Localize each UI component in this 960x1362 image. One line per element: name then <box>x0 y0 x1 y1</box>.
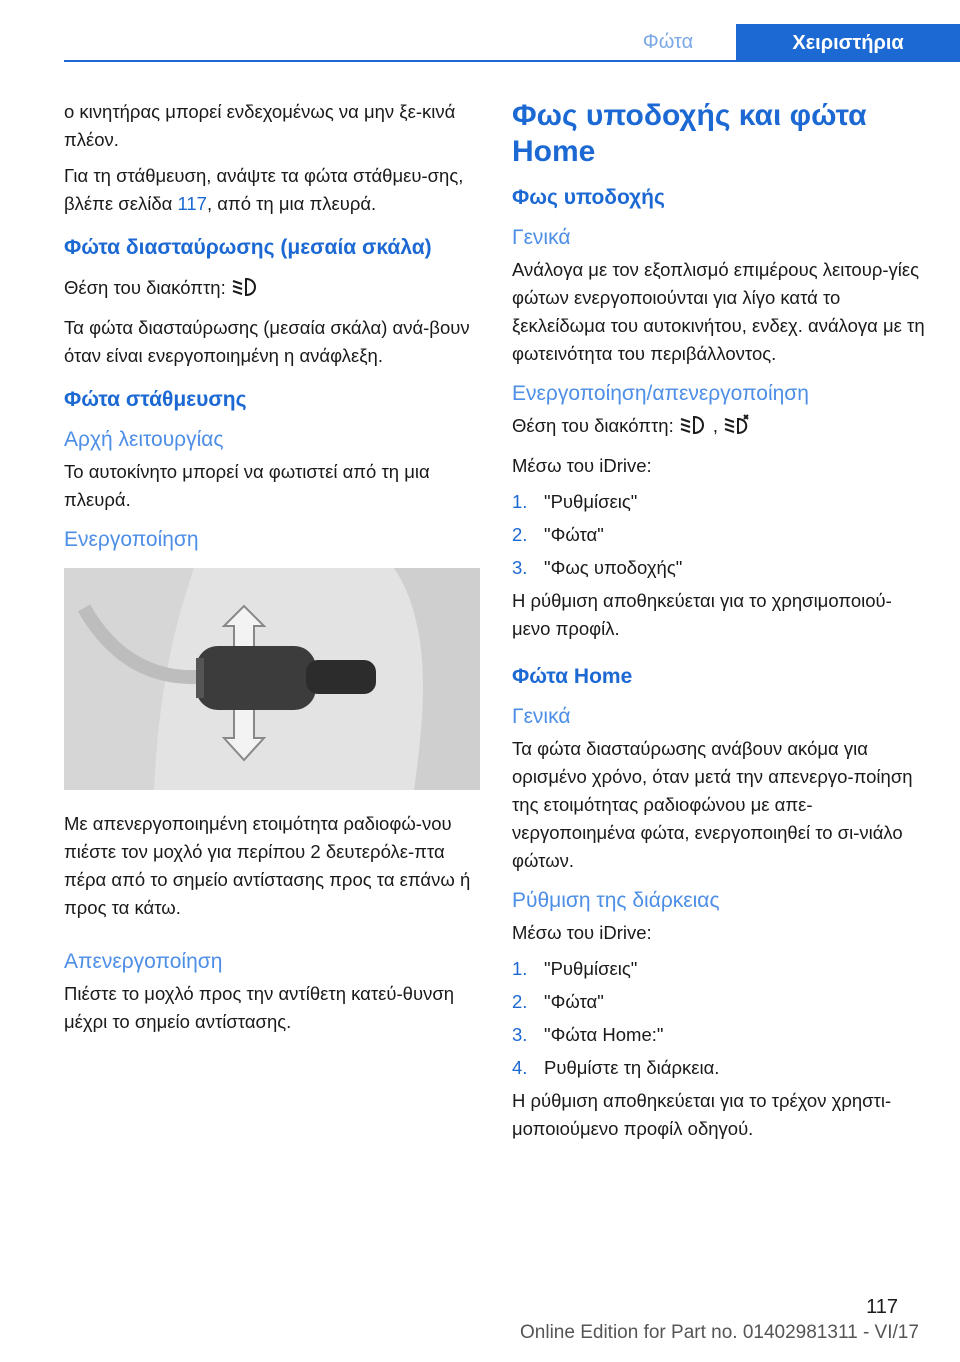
heading-welcome-light: Φως υποδοχής <box>512 186 665 209</box>
heading-crossing-lights: Φώτα διασταύρωσης (μεσαία σκάλα) <box>64 236 432 259</box>
step-number: 4. <box>512 1057 528 1078</box>
heading-activation: Ενεργοποίηση <box>64 528 199 551</box>
deactivation-paragraph: Πιέστε το μοχλό προς την αντίθετη κατεύ-θυνση μέχρι το σημείο αντίστασης. <box>64 983 455 1032</box>
low-beam-icon <box>232 276 260 306</box>
parking-text-after: , από τη μια πλευρά. <box>206 193 377 214</box>
principle-paragraph: Το αυτοκίνητο μπορεί να φωτιστεί από τη μια πλευρά. <box>64 461 430 510</box>
saved-1-paragraph: Η ρύθμιση αποθηκεύεται για το χρησιμοποιού-μενο προφίλ. <box>512 590 892 639</box>
turn-signal-lever-image <box>64 568 480 790</box>
step-number: 1. <box>512 958 528 979</box>
list-item <box>512 554 928 582</box>
intro-paragraph: ο κινητήρας μπορεί ενδεχομένως να μην ξε-κινά πλέον. <box>64 101 456 150</box>
page-number: 117 <box>866 1296 898 1318</box>
step-number: 2. <box>512 524 528 545</box>
general-1-paragraph: Ανάλογα με τον εξοπλισμό επιμέρους λειτουρ-γίες φώτων ενεργοποιούνται για λίγο κατά το ξεκλείδωμα του αυτοκινήτου, ενδεχ. ανάλογα με τη φωτεινότητα του περιβάλλοντος. <box>512 259 925 364</box>
heading-home-lights: Φώτα Home <box>512 665 633 688</box>
step-text: "Φως υποδοχής" <box>544 557 683 578</box>
idrive-1-paragraph: Μέσω του iDrive: <box>512 455 652 476</box>
list-item <box>512 1054 928 1082</box>
edition-footer: Online Edition for Part no. 01402981311 - VI/17 <box>520 1322 919 1343</box>
heading-general-2: Γενικά <box>512 705 571 728</box>
header-chapter-tab: Χειριστήρια <box>736 24 960 62</box>
step-text: "Φώτα" <box>544 991 604 1012</box>
switch-position-label: Θέση του διακόπτη: <box>64 277 226 298</box>
page-link-117[interactable]: 117 <box>177 193 207 214</box>
step-text: "Ρυθμίσεις" <box>544 491 638 512</box>
heading-deactivation: Απενεργοποίηση <box>64 950 223 973</box>
crossing-lights-paragraph: Τα φώτα διασταύρωσης (μεσαία σκάλα) ανά-βουν όταν είναι ενεργοποιημένη η ανάφλεξη. <box>64 317 470 366</box>
heading-parking-lights: Φώτα στάθμευσης <box>64 388 247 411</box>
left-column <box>64 98 480 1044</box>
step-text: "Ρυθμίσεις" <box>544 958 638 979</box>
switch-separator: , <box>712 415 719 436</box>
steps-list-1 <box>512 488 928 582</box>
list-item <box>512 988 928 1016</box>
heading-duration: Ρύθμιση της διάρκειας <box>512 889 720 912</box>
switch-positions-paragraph <box>512 412 928 444</box>
right-column <box>512 98 928 1151</box>
heading-on-off: Ενεργοποίηση/απενεργοποίηση <box>512 382 809 405</box>
low-beam-icon <box>680 414 708 444</box>
list-item <box>512 955 928 983</box>
parking-paragraph <box>64 162 480 218</box>
switch-position-label: Θέση του διακόπτη: <box>512 415 674 436</box>
idrive-2-paragraph: Μέσω του iDrive: <box>512 922 652 943</box>
list-item <box>512 488 928 516</box>
heading-principle: Αρχή λειτουργίας <box>64 428 224 451</box>
activation-paragraph: Με απενεργοποιημένη ετοιμότητα ραδιοφώ-νου πιέστε τον μοχλό για περίπου 2 δευτερόλε-πτα πέρα από το σημείο αντίστασης προς τα επάνω ή προς τα κάτω. <box>64 813 471 918</box>
step-number: 1. <box>512 491 528 512</box>
step-number: 3. <box>512 557 528 578</box>
general-2-paragraph: Τα φώτα διασταύρωσης ανάβουν ακόμα για ορισμένο χρόνο, όταν μετά την απενεργο-ποίηση της ετοιμότητας ραδιοφώνου με απε-νεργοποιημένα φώτα, ενεργοποιηθεί το σι-νιάλο φώτων. <box>512 738 913 871</box>
step-number: 3. <box>512 1024 528 1045</box>
step-text: Ρυθμίστε τη διάρκεια. <box>544 1057 720 1078</box>
list-item <box>512 1021 928 1049</box>
header-section-title: Φώτα <box>642 31 694 53</box>
list-item <box>512 521 928 549</box>
heading-general-1: Γενικά <box>512 226 571 249</box>
switch-position-paragraph <box>64 274 480 306</box>
steps-list-2 <box>512 955 928 1082</box>
parking-text-before: Για τη στάθμευση, ανάψτε τα φώτα στάθμευ-σης, βλέπε σελίδα <box>64 165 464 214</box>
step-number: 2. <box>512 991 528 1012</box>
auto-headlight-icon <box>724 414 752 444</box>
heading-welcome-home: Φως υποδοχής και φώτα Home <box>512 99 867 168</box>
saved-2-paragraph: Η ρύθμιση αποθηκεύεται για το τρέχον χρηστι-μοποιούμενο προφίλ οδηγού. <box>512 1090 892 1139</box>
step-text: "Φώτα" <box>544 524 604 545</box>
step-text: "Φώτα Home:" <box>544 1024 664 1045</box>
